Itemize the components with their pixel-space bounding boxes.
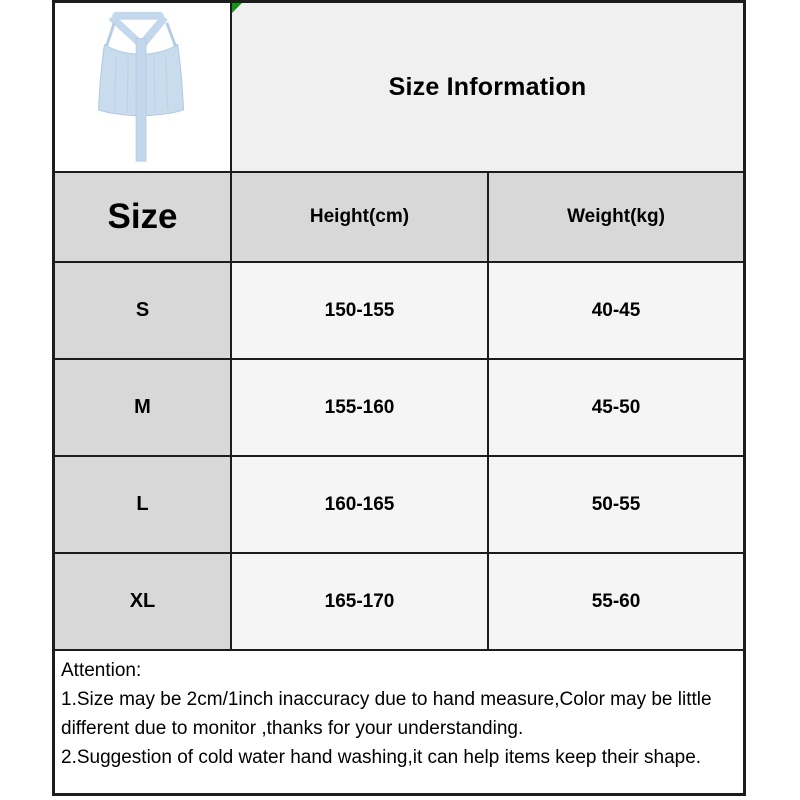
size-label: M xyxy=(55,360,232,455)
attention-note-1: 1.Size may be 2cm/1inch inaccuracy due to hand measure,Color may be little different due to monitor ,thanks for your understanding. xyxy=(61,689,712,739)
size-label: S xyxy=(55,263,232,358)
attention-row xyxy=(55,651,743,793)
table-row-s xyxy=(55,263,743,360)
height-value: 155-160 xyxy=(232,360,489,455)
column-header-height: Height(cm) xyxy=(232,173,489,261)
column-header-weight: Weight(kg) xyxy=(489,173,743,261)
table-row-m xyxy=(55,360,743,457)
attention-note-2: 2.Suggestion of cold water hand washing,it can help items keep their shape. xyxy=(61,747,702,768)
weight-value: 45-50 xyxy=(489,360,743,455)
size-information-header-cell xyxy=(232,3,743,171)
height-value: 150-155 xyxy=(232,263,489,358)
size-information-title: Size Information xyxy=(388,72,587,101)
height-value: 165-170 xyxy=(232,554,489,649)
weight-value: 50-55 xyxy=(489,457,743,552)
table-row-l xyxy=(55,457,743,554)
table-row-xl xyxy=(55,554,743,651)
weight-value: 55-60 xyxy=(489,554,743,649)
attention-note xyxy=(55,651,743,793)
size-chart xyxy=(52,0,746,796)
product-image-camisole xyxy=(55,4,230,170)
green-corner-marker xyxy=(232,3,242,13)
column-header-row xyxy=(55,173,743,263)
banner-row xyxy=(55,3,743,173)
attention-title: Attention: xyxy=(61,660,142,681)
column-header-size: Size xyxy=(55,173,232,261)
size-label: XL xyxy=(55,554,232,649)
height-value: 160-165 xyxy=(232,457,489,552)
size-label: L xyxy=(55,457,232,552)
weight-value: 40-45 xyxy=(489,263,743,358)
product-photo-cell xyxy=(55,3,232,171)
